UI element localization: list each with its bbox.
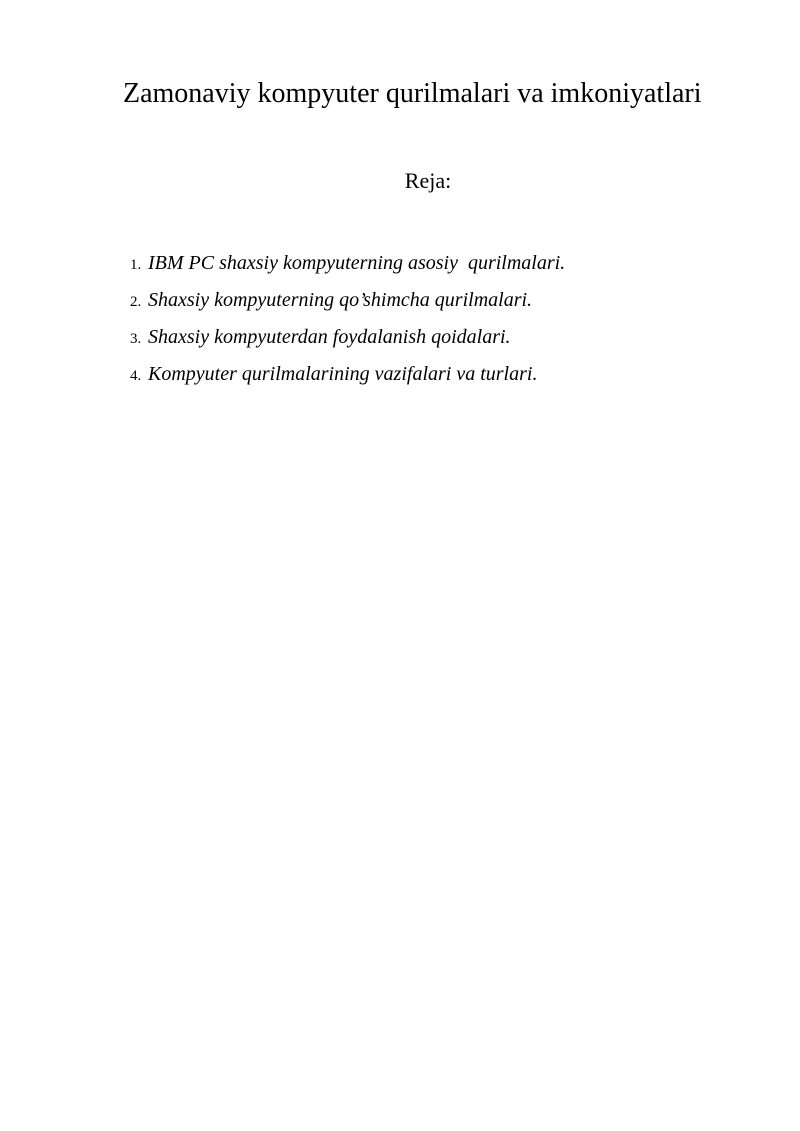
document-title: Zamonaviy kompyuter qurilmalari va imkoniyatlari <box>123 78 702 109</box>
plan-item-number: 4. <box>130 368 142 384</box>
plan-item-number: 3. <box>130 331 142 347</box>
plan-item-text: Shaxsiy kompyuterning qo’shimcha qurilmalari. <box>148 289 533 311</box>
plan-item-text: Shaxsiy kompyuterdan foydalanish qoidalari. <box>148 326 511 348</box>
plan-item-number: 2. <box>130 294 142 310</box>
plan-item-text: IBM PC shaxsiy kompyuterning asosiy qurilmalari. <box>148 252 566 274</box>
plan-heading: Reja: <box>404 168 452 193</box>
plan-item-text: Kompyuter qurilmalarining vazifalari va turlari. <box>148 363 538 385</box>
plan-item-number: 1. <box>130 257 142 273</box>
